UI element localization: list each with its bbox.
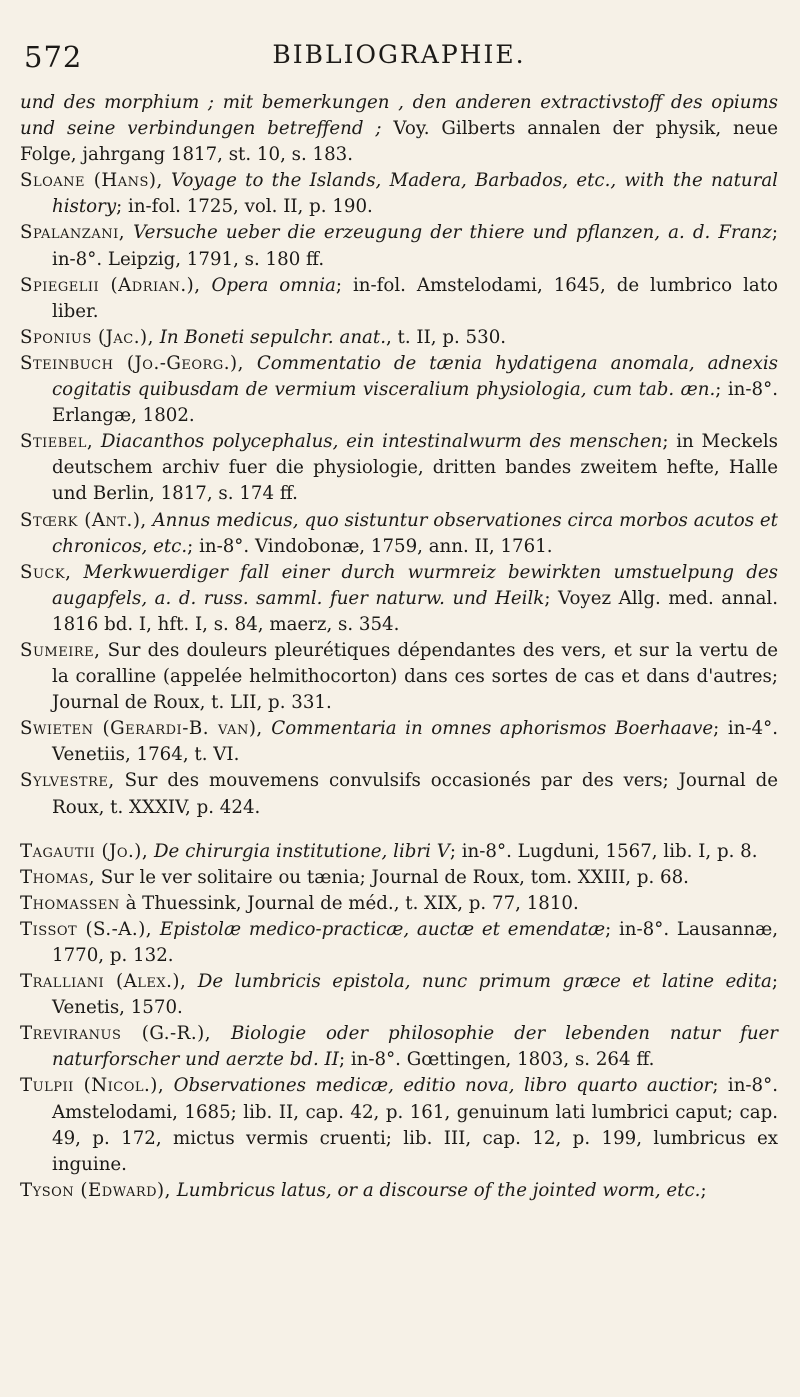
bibliography-entry: Stœrk (Ant.), Annus medicus, quo sistuntur observationes circa morbos acutos et chronicos, etc.; in-8°. Vindobonæ, 1759, ann. II, 1761. [20, 509, 778, 557]
bibliography-entry: Thomas, Sur le ver solitaire ou tænia; Journal de Roux, tom. XXIII, p. 68. [20, 866, 689, 888]
bibliography-entry: Tagautii (Jo.), De chirurgia institutione, libri V; in-8°. Lugduni, 1567, lib. I, p. 8. [20, 840, 758, 862]
bibliography-entry: Stiebel, Diacanthos polycephalus, ein intestinalwurm des menschen; in Meckels deutschem archiv fuer die physiologie, dritten bandes zweitem hefte, Halle und Berlin, 1817, s. 174 ff. [20, 431, 778, 505]
bibliography-entry: Tissot (S.-A.), Epistolæ medico-practicæ, auctæ et emendatæ; in-8°. Lausannæ, 1770, p. 132. [20, 918, 778, 966]
bibliography-list [20, 90, 778, 1204]
bibliography-entry: Spalanzani, Versuche ueber die erzeugung der thiere und pflanzen, a. d. Franz; in-8°. Leipzig, 1791, s. 180 ff. [20, 222, 778, 270]
bibliography-entry: Suck, Merkwuerdiger fall einer durch wurmreiz bewirkten umstuelpung des augapfels, a. d. russ. samml. fuer naturw. und Heilk; Voyez Allg. med. annal. 1816 bd. I, hft. I, s. 84, maerz, s. 354. [20, 561, 779, 635]
page-number: 572 [24, 40, 83, 74]
bibliography-entry: Sloane (Hans), Voyage to the Islands, Madera, Barbados, etc., with the natural history; in-fol. 1725, vol. II, p. 190. [20, 170, 778, 218]
bibliography-entry: Tulpii (Nicol.), Observationes medicæ, editio nova, libro quarto auctior; in-8°. Amstelodami, 1685; lib. II, cap. 42, p. 161, genuinum lati lumbrici caput; cap. 49, p. 172, mictus vermis cruenti; lib. III, cap. 12, p. 199, lumbricus ex inguine. [20, 1075, 778, 1175]
bibliography-entry: Spiegelii (Adrian.), Opera omnia; in-fol. Amstelodami, 1645, de lumbrico lato liber. [20, 274, 778, 322]
bibliography-entry: Tralliani (Alex.), De lumbricis epistola, nunc primum græce et latine edita; Venetis, 1570. [20, 971, 778, 1019]
bibliography-entry: Thomassen à Thuessink, Journal de méd., t. XIX, p. 77, 1810. [20, 892, 579, 914]
page-header [20, 40, 778, 80]
bibliography-entry: Steinbuch (Jo.-Georg.), Commentatio de tænia hydatigena anomala, adnexis cogitatis quibusdam de vermium visceralium physiologia, cum tab. æn.; in-8°. Erlangæ, 1802. [20, 352, 778, 427]
bibliography-entry: Swieten (Gerardi-B. van), Commentaria in omnes aphorismos Boerhaave; in-4°. Venetiis, 1764, t. VI. [20, 718, 778, 766]
bibliography-entry: Treviranus (G.-R.), Biologie oder philosophie der lebenden natur fuer naturforscher und aerzte bd. II; in-8°. Gœttingen, 1803, s. 264 ff. [20, 1023, 778, 1071]
running-title: BIBLIOGRAPHIE. [272, 40, 526, 69]
bibliography-entry: Tyson (Edward), Lumbricus latus, or a discourse of the jointed worm, etc.; [20, 1179, 707, 1201]
bibliography-entry: Sylvestre, Sur des mouvemens convulsifs occasionés par des vers; Journal de Roux, t. XXXIV, p. 424. [20, 770, 778, 818]
bibliography-entry: und des morphium ; mit bemerkungen , den anderen extractivstoff des opiums und seine verbindungen betreffend ; Voy. Gilberts annalen der physik, neue Folge, jahrgang 1817, st. 10, s. 183. [20, 92, 778, 166]
bibliography-entry: Sponius (Jac.), In Boneti sepulchr. anat., t. II, p. 530. [20, 326, 507, 348]
bibliography-entry: Sumeire, Sur des douleurs pleurétiques dépendantes des vers, et sur la vertu de la coralline (appelée helmithocorton) dans ces sortes de cas et dans d'autres; Journal de Roux, t. LII, p. 331. [20, 639, 778, 714]
